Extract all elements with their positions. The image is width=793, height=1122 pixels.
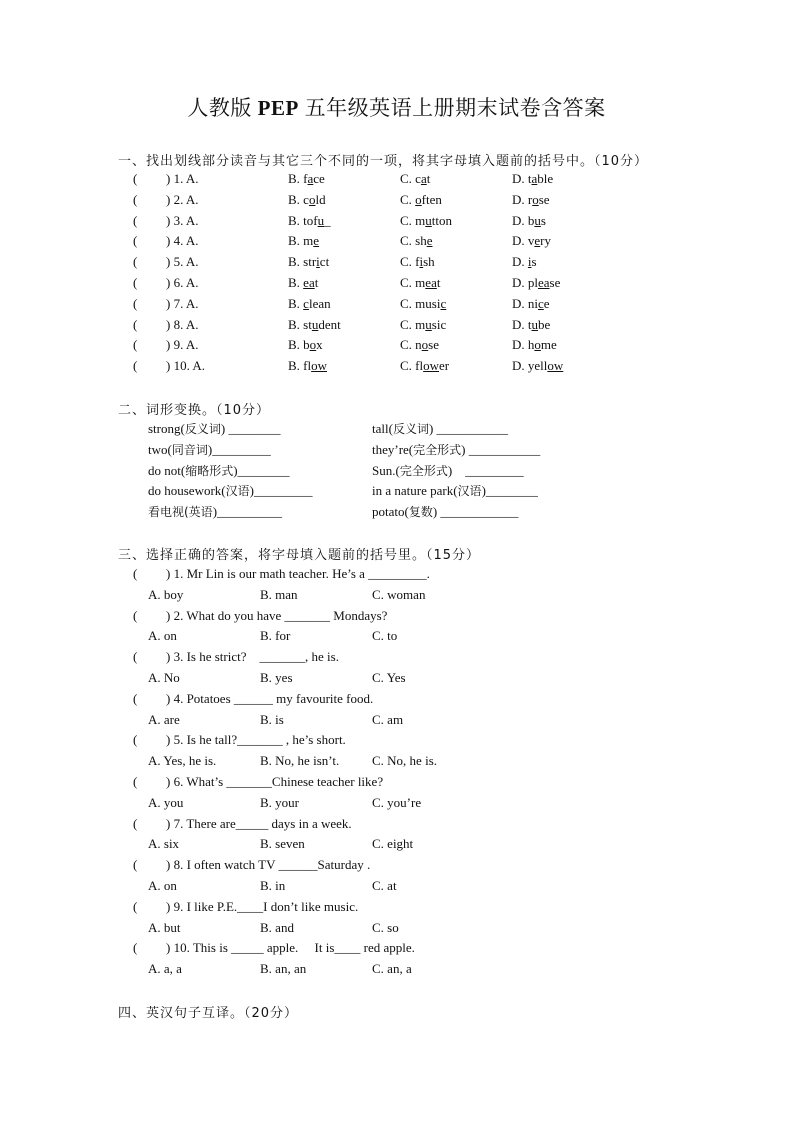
part3-question [0, 732, 793, 752]
option-c: C. eight [372, 836, 414, 852]
part3-options [0, 878, 793, 898]
part3-options [0, 753, 793, 773]
option-a: A. on [148, 628, 177, 644]
option-text: C. c [400, 171, 421, 186]
option-a: A. on [148, 878, 177, 893]
underlined-letters: o [308, 191, 316, 207]
option-c: C. to [372, 628, 398, 644]
option-text: s [540, 212, 546, 228]
part3-options [0, 712, 793, 732]
part2-row [0, 441, 793, 461]
option-text: B. str [288, 254, 317, 270]
option-text: ble [537, 171, 554, 186]
answer-paren: ( [133, 940, 138, 956]
option-text: sic [431, 316, 447, 332]
option-b [288, 213, 331, 229]
option-b: B. an, an [260, 961, 307, 977]
option-c: C. am [372, 711, 404, 727]
answer-paren: ( [133, 607, 138, 623]
answer-paren: ( [133, 316, 138, 332]
right-item [372, 482, 538, 499]
option-text: D. t [512, 316, 532, 332]
part3-question [0, 566, 793, 586]
hint-text: 汉语 [225, 484, 250, 499]
part3-question [0, 649, 793, 669]
option-b: B. man [260, 586, 298, 602]
option-c: C. an, a [372, 961, 412, 977]
underlined-letters: u [425, 316, 432, 332]
left-item [148, 441, 271, 458]
word-text: they’re( [372, 441, 414, 457]
part1-row [0, 296, 793, 316]
option-c: C. No, he is. [372, 753, 437, 769]
option-d [512, 192, 550, 208]
option-text: D. pl [512, 275, 538, 290]
option-a: A. Yes, he is. [148, 753, 217, 769]
option-text: B. tof [288, 212, 318, 228]
part1-row [0, 171, 793, 191]
answer-paren: ( [133, 566, 138, 581]
underlined-letters: i [527, 254, 532, 270]
answer-paren: ( [133, 337, 138, 353]
option-c [400, 337, 439, 353]
option-c: C. at [372, 878, 397, 893]
option-b [288, 233, 319, 249]
option-text: C. fl [400, 358, 424, 374]
option-text: D. ni [512, 295, 538, 311]
option-text: t [436, 275, 441, 290]
option-b [288, 358, 327, 374]
option-text: B. [288, 275, 304, 290]
word-text: Sun.( [372, 462, 400, 478]
question-number: ) 8. A. [166, 316, 202, 332]
question-text: ) 5. Is he tall?_______ , he’s short. [166, 732, 346, 748]
option-b: B. and [260, 919, 294, 935]
option-d [512, 275, 560, 291]
part3-options [0, 670, 793, 690]
option-b [288, 275, 318, 291]
left-item [148, 462, 290, 479]
answer-paren: ( [133, 275, 138, 290]
answer-blank: ) ________ [220, 421, 281, 436]
answer-blank: )________ [233, 462, 290, 478]
option-text: C. musi [400, 295, 441, 311]
option-c [400, 317, 446, 333]
part1-row [0, 254, 793, 274]
answer-paren: ( [133, 171, 138, 186]
option-text: x [316, 337, 323, 353]
option-b [288, 337, 323, 353]
option-c [400, 213, 452, 229]
underlined-letters: i [419, 254, 424, 270]
question-number: ) 4. A. [166, 233, 202, 249]
option-a: A. six [148, 836, 180, 852]
hint-text: 同音词 [171, 442, 208, 457]
option-d [512, 233, 551, 249]
option-text: B. [288, 295, 304, 311]
answer-paren: ( [133, 815, 138, 831]
underlined-letters: ea [538, 275, 550, 290]
part3-question [0, 899, 793, 919]
option-c [400, 296, 446, 312]
section-heading-3: 三、选择正确的答案，将字母填入题前的括号里。（15分） [118, 548, 481, 563]
answer-paren: ( [133, 295, 138, 311]
underlined-letters: o [421, 337, 429, 353]
answer-paren: ( [133, 690, 138, 706]
underlined-letters: i [316, 254, 320, 270]
answer-paren: ( [133, 233, 138, 249]
left-item [148, 420, 280, 437]
part1-row [0, 213, 793, 233]
part1-row [0, 192, 793, 212]
option-b [288, 171, 325, 187]
hint-text: 反义词 [392, 422, 429, 436]
underlined-letters: o [415, 191, 422, 207]
hint-text: 复数 [408, 505, 433, 520]
question-number: ) 10. A. [166, 358, 209, 374]
option-text: ry [540, 233, 552, 249]
right-item [372, 462, 524, 479]
hint-text: 反义词 [184, 422, 221, 436]
option-a: A. a, a [148, 961, 182, 977]
option-a: A. boy [148, 586, 184, 602]
part3-options [0, 920, 793, 940]
option-d [512, 317, 550, 333]
word-text: do not( [148, 462, 186, 478]
option-text: B. fl [288, 358, 312, 374]
option-text: C. n [400, 337, 422, 353]
word-text: strong( [148, 421, 185, 436]
word-text: in a nature park( [372, 483, 458, 499]
option-b: B. for [260, 628, 291, 644]
part3-options [0, 628, 793, 648]
option-text: C. m [400, 316, 426, 332]
answer-blank: )________ [481, 483, 538, 499]
question-text: ) 2. What do you have _______ Mondays? [166, 607, 388, 623]
option-text: _ [324, 212, 331, 228]
option-a: A. No [148, 670, 180, 685]
option-text: ce [313, 171, 325, 186]
option-c [400, 254, 435, 270]
section-heading-2: 二、词形变换。（10分） [118, 403, 271, 418]
underlined-letters: u [534, 212, 541, 228]
option-text: D. [512, 254, 528, 270]
answer-paren: ( [133, 857, 138, 873]
answer-blank: ) ___________ [428, 421, 509, 436]
option-text: tton [431, 212, 453, 228]
option-c: C. so [372, 919, 399, 935]
left-item [148, 503, 282, 520]
underlined-letters: u [311, 316, 319, 332]
answer-paren: ( [133, 898, 138, 914]
option-a: A. you [148, 794, 184, 810]
underlined-letters: e [534, 233, 541, 249]
answer-blank: )_________ [249, 483, 313, 499]
answer-blank: ) ____________ [432, 504, 519, 520]
underlined-letters: a [420, 171, 427, 186]
option-text: B. c [288, 191, 309, 207]
option-text: ften [421, 191, 442, 207]
option-b: B. is [260, 711, 284, 727]
option-d [512, 337, 557, 353]
word-text: tall( [372, 421, 393, 436]
option-b: B. your [260, 794, 299, 810]
question-number: ) 2. A. [166, 191, 202, 207]
part2-row [0, 462, 793, 482]
part1-row [0, 358, 793, 378]
question-text: ) 8. I often watch TV ______Saturday . [166, 857, 371, 873]
underlined-letters: o [534, 337, 541, 353]
underlined-letters: ow [423, 358, 440, 374]
option-text: ct [319, 254, 330, 270]
hint-text: 看电视(英语 [148, 505, 213, 520]
option-b: B. No, he isn’t. [260, 753, 340, 769]
underlined-letters: u [531, 316, 538, 332]
hint-text: 缩略形式 [185, 463, 234, 478]
underlined-letters: c [440, 295, 447, 311]
hint-text: 完全形式 [399, 463, 448, 478]
underlined-letters: c [303, 295, 309, 311]
option-c [400, 192, 442, 208]
answer-paren: ( [133, 732, 138, 748]
option-text: C. f [400, 254, 420, 270]
part2-row [0, 420, 793, 440]
option-d [512, 171, 553, 187]
question-number: ) 6. A. [166, 275, 202, 290]
part3-question [0, 774, 793, 794]
part3-question [0, 940, 793, 960]
option-c [400, 233, 433, 249]
option-text: D. h [512, 337, 535, 353]
option-text: lean [308, 295, 331, 311]
option-text: ld [315, 191, 326, 207]
word-text: do housework( [148, 483, 226, 499]
question-number: ) 7. A. [166, 295, 202, 311]
answer-paren: ( [133, 212, 138, 228]
question-text: ) 3. Is he strict? _______, he is. [166, 649, 339, 665]
question-text: ) 1. Mr Lin is our math teacher. He’s a _________. [166, 566, 430, 581]
part3-question [0, 691, 793, 711]
option-text: B. m [288, 233, 314, 249]
option-text: C. sh [400, 233, 427, 249]
option-text: D. v [512, 233, 535, 249]
option-c [400, 171, 430, 187]
option-text: se [549, 275, 561, 290]
question-number: ) 3. A. [166, 212, 202, 228]
part3-question [0, 857, 793, 877]
option-b: B. in [260, 878, 286, 893]
section-heading-4: 四、英汉句子互译。（20分） [118, 1006, 299, 1021]
underlined-letters: e [426, 233, 433, 249]
underlined-letters: ow [311, 358, 328, 374]
answer-paren: ( [133, 358, 138, 374]
option-d [512, 213, 546, 229]
word-text: two( [148, 441, 172, 457]
option-text: se [428, 337, 440, 353]
option-b [288, 192, 326, 208]
answer-paren: ( [133, 191, 138, 207]
underlined-letters: a [307, 171, 314, 186]
question-text: ) 4. Potatoes ______ my favourite food. [166, 690, 374, 706]
option-text: C. m [400, 275, 426, 290]
left-item [148, 482, 313, 499]
right-item [372, 441, 540, 458]
option-text: C. m [400, 212, 426, 228]
question-text: ) 6. What’s _______Chinese teacher like? [166, 774, 384, 789]
answer-paren: ( [133, 649, 138, 665]
part3-options [0, 795, 793, 815]
option-d [512, 296, 550, 312]
option-text: sh [423, 254, 435, 270]
option-text: e [543, 295, 550, 311]
part1-row [0, 317, 793, 337]
question-number: ) 1. A. [166, 171, 202, 186]
option-a: A. but [148, 919, 181, 935]
underlined-letters: ea [425, 275, 437, 290]
page-title: 人教版 PEP 五年级英语上册期末试卷含答案 [187, 96, 606, 120]
option-text: dent [318, 316, 341, 332]
part3-question [0, 608, 793, 628]
underlined-letters: c [538, 295, 544, 311]
answer-paren: ( [133, 774, 138, 789]
underlined-letters: ow [547, 358, 564, 374]
option-c: C. woman [372, 586, 426, 602]
option-text: D. r [512, 191, 533, 207]
question-text: ) 9. I like P.E.____I don’t like music. [166, 898, 359, 914]
option-a: A. are [148, 711, 180, 727]
option-b: B. yes [260, 670, 293, 685]
hint-text: 汉语 [457, 484, 482, 499]
part3-options [0, 587, 793, 607]
right-item [372, 420, 508, 437]
word-text: potato( [372, 504, 409, 520]
underlined-letters: a [531, 171, 538, 186]
section-heading-1: 一、找出划线部分读音与其它三个不同的一项，将其字母填入题前的括号中。（10分） [118, 154, 649, 169]
part3-question [0, 816, 793, 836]
option-text: be [538, 316, 551, 332]
underlined-letters: u [425, 212, 432, 228]
option-text: t [426, 171, 431, 186]
answer-blank: )_________ [207, 441, 271, 457]
part1-row [0, 337, 793, 357]
option-c [400, 358, 449, 374]
question-text: ) 7. There are_____ days in a week. [166, 815, 352, 831]
option-b [288, 254, 329, 270]
option-b: B. seven [260, 836, 305, 852]
option-text: D. yell [512, 358, 548, 374]
option-text: t [314, 275, 319, 290]
option-text: B. st [288, 316, 312, 332]
option-c: C. you’re [372, 794, 422, 810]
part2-row [0, 482, 793, 502]
answer-blank: ) ___________ [461, 441, 541, 457]
option-text: me [540, 337, 557, 353]
part3-options [0, 836, 793, 856]
option-d [512, 254, 537, 270]
option-text: se [538, 191, 550, 207]
option-b [288, 317, 341, 333]
option-c [400, 275, 440, 291]
option-text: D. b [512, 212, 535, 228]
question-number: ) 9. A. [166, 337, 202, 353]
option-text: C. [400, 191, 416, 207]
option-text: D. t [512, 171, 532, 186]
underlined-letters: u [317, 212, 325, 228]
option-text: s [531, 254, 537, 270]
option-c: C. Yes [372, 670, 406, 685]
part2-row [0, 503, 793, 523]
answer-blank: )__________ [212, 504, 283, 520]
underlined-letters: ea [303, 275, 315, 290]
question-text: ) 10. This is _____ apple. It is____ red apple. [166, 940, 415, 956]
underlined-letters: e [313, 233, 320, 249]
option-b [288, 296, 331, 312]
right-item [372, 503, 518, 520]
part3-options [0, 961, 793, 981]
question-number: ) 5. A. [166, 254, 202, 270]
answer-paren: ( [133, 254, 138, 270]
hint-text: 完全形式 [413, 442, 462, 457]
option-text: er [439, 358, 450, 374]
part1-row [0, 275, 793, 295]
underlined-letters: o [532, 191, 539, 207]
option-text: B. f [288, 171, 308, 186]
option-text: B. b [288, 337, 310, 353]
answer-blank: ) _________ [447, 462, 524, 478]
underlined-letters: o [309, 337, 317, 353]
part1-row [0, 233, 793, 253]
option-d [512, 358, 563, 374]
